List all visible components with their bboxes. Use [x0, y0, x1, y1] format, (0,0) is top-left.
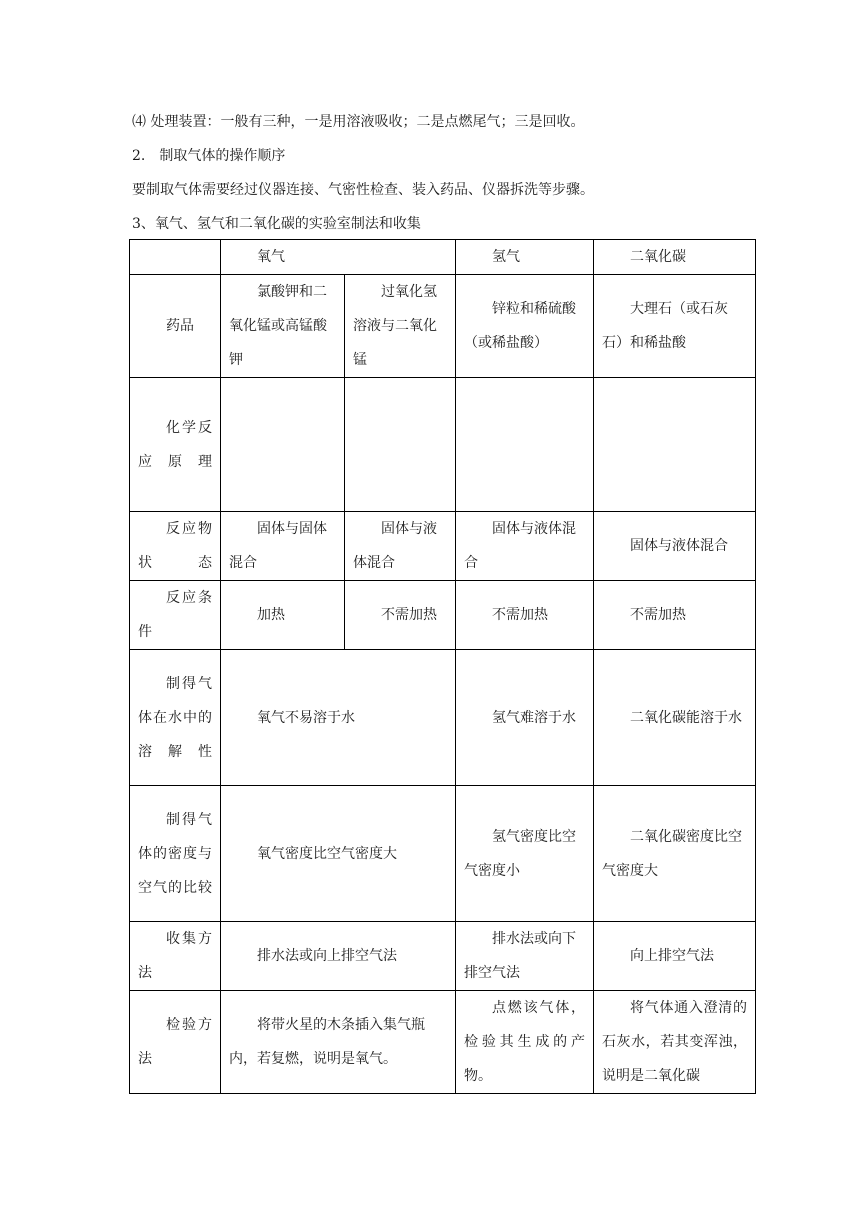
cell-collection-co2: 向上排空气法	[594, 922, 756, 991]
table-row-principle	[130, 378, 756, 512]
cell-reagents-o2-a: 氯酸钾和二氧化锰或高锰酸钾	[221, 275, 345, 378]
cell-condition-o2-a: 加热	[221, 581, 345, 650]
cell-density-h2: 氢气密度比空气密度小	[456, 786, 594, 922]
row-label-solubility: 制得气体在水中的溶解性	[130, 650, 221, 786]
cell-state-co2: 固体与液体混合	[594, 512, 756, 581]
row-label-test: 检验方法	[130, 991, 221, 1094]
cell-state-o2-a: 固体与固体混合	[221, 512, 345, 581]
header-co2: 二氧化碳	[594, 240, 756, 275]
cell-test-h2: 点燃该气体，检验其生成的产物。	[456, 991, 594, 1094]
paragraph-disposal-device: ⑷ 处理装置：一般有三种，一是用溶液吸收；二是点燃尾气；三是回收。	[132, 114, 585, 130]
paragraph-operation-order-heading: 2. 制取气体的操作顺序	[132, 148, 286, 164]
cell-state-h2: 固体与液体混合	[456, 512, 594, 581]
table-row-solubility	[130, 650, 756, 786]
cell-condition-h2: 不需加热	[456, 581, 594, 650]
row-label-state: 反应物状态	[130, 512, 221, 581]
row-label-condition: 反应条件	[130, 581, 221, 650]
table-row-test	[130, 991, 756, 1094]
cell-principle-o2-b	[345, 378, 456, 512]
table-row-state	[130, 512, 756, 581]
header-hydrogen: 氢气	[456, 240, 594, 275]
row-label-collection: 收集方法	[130, 922, 221, 991]
cell-reagents-o2-b: 过氧化氢溶液与二氧化锰	[345, 275, 456, 378]
row-label-principle: 化学反应原理	[130, 378, 221, 512]
cell-solubility-co2: 二氧化碳能溶于水	[594, 650, 756, 786]
paragraph-operation-steps: 要制取气体需要经过仪器连接、气密性检查、装入药品、仪器拆洗等步骤。	[132, 182, 594, 198]
cell-state-o2-b: 固体与液体混合	[345, 512, 456, 581]
cell-collection-h2: 排水法或向下排空气法	[456, 922, 594, 991]
table-row-condition	[130, 581, 756, 650]
cell-condition-o2-b: 不需加热	[345, 581, 456, 650]
cell-density-co2: 二氧化碳密度比空气密度大	[594, 786, 756, 922]
table-row-collection	[130, 922, 756, 991]
cell-principle-o2-a	[221, 378, 345, 512]
header-empty-cell	[130, 240, 221, 275]
cell-condition-co2: 不需加热	[594, 581, 756, 650]
header-oxygen: 氧气	[221, 240, 456, 275]
cell-density-o2: 氧气密度比空气密度大	[221, 786, 456, 922]
cell-principle-co2	[594, 378, 756, 512]
gas-preparation-table	[129, 239, 756, 1094]
table-row-reagents	[130, 275, 756, 378]
table-row-density	[130, 786, 756, 922]
cell-solubility-h2: 氢气难溶于水	[456, 650, 594, 786]
paragraph-table-heading: 3、氧气、氢气和二氧化碳的实验室制法和收集	[132, 216, 421, 232]
cell-reagents-co2: 大理石（或石灰石）和稀盐酸	[594, 275, 756, 378]
cell-collection-o2: 排水法或向上排空气法	[221, 922, 456, 991]
cell-test-co2: 将气体通入澄清的石灰水，若其变浑浊，说明是二氧化碳	[594, 991, 756, 1094]
cell-reagents-h2: 锌粒和稀硫酸（或稀盐酸）	[456, 275, 594, 378]
cell-solubility-o2: 氧气不易溶于水	[221, 650, 456, 786]
cell-principle-h2	[456, 378, 594, 512]
row-label-reagents: 药品	[130, 275, 221, 378]
cell-test-o2: 将带火星的木条插入集气瓶内，若复燃，说明是氧气。	[221, 991, 456, 1094]
table-row-header	[130, 240, 756, 275]
row-label-density: 制得气体的密度与空气的比较	[130, 786, 221, 922]
